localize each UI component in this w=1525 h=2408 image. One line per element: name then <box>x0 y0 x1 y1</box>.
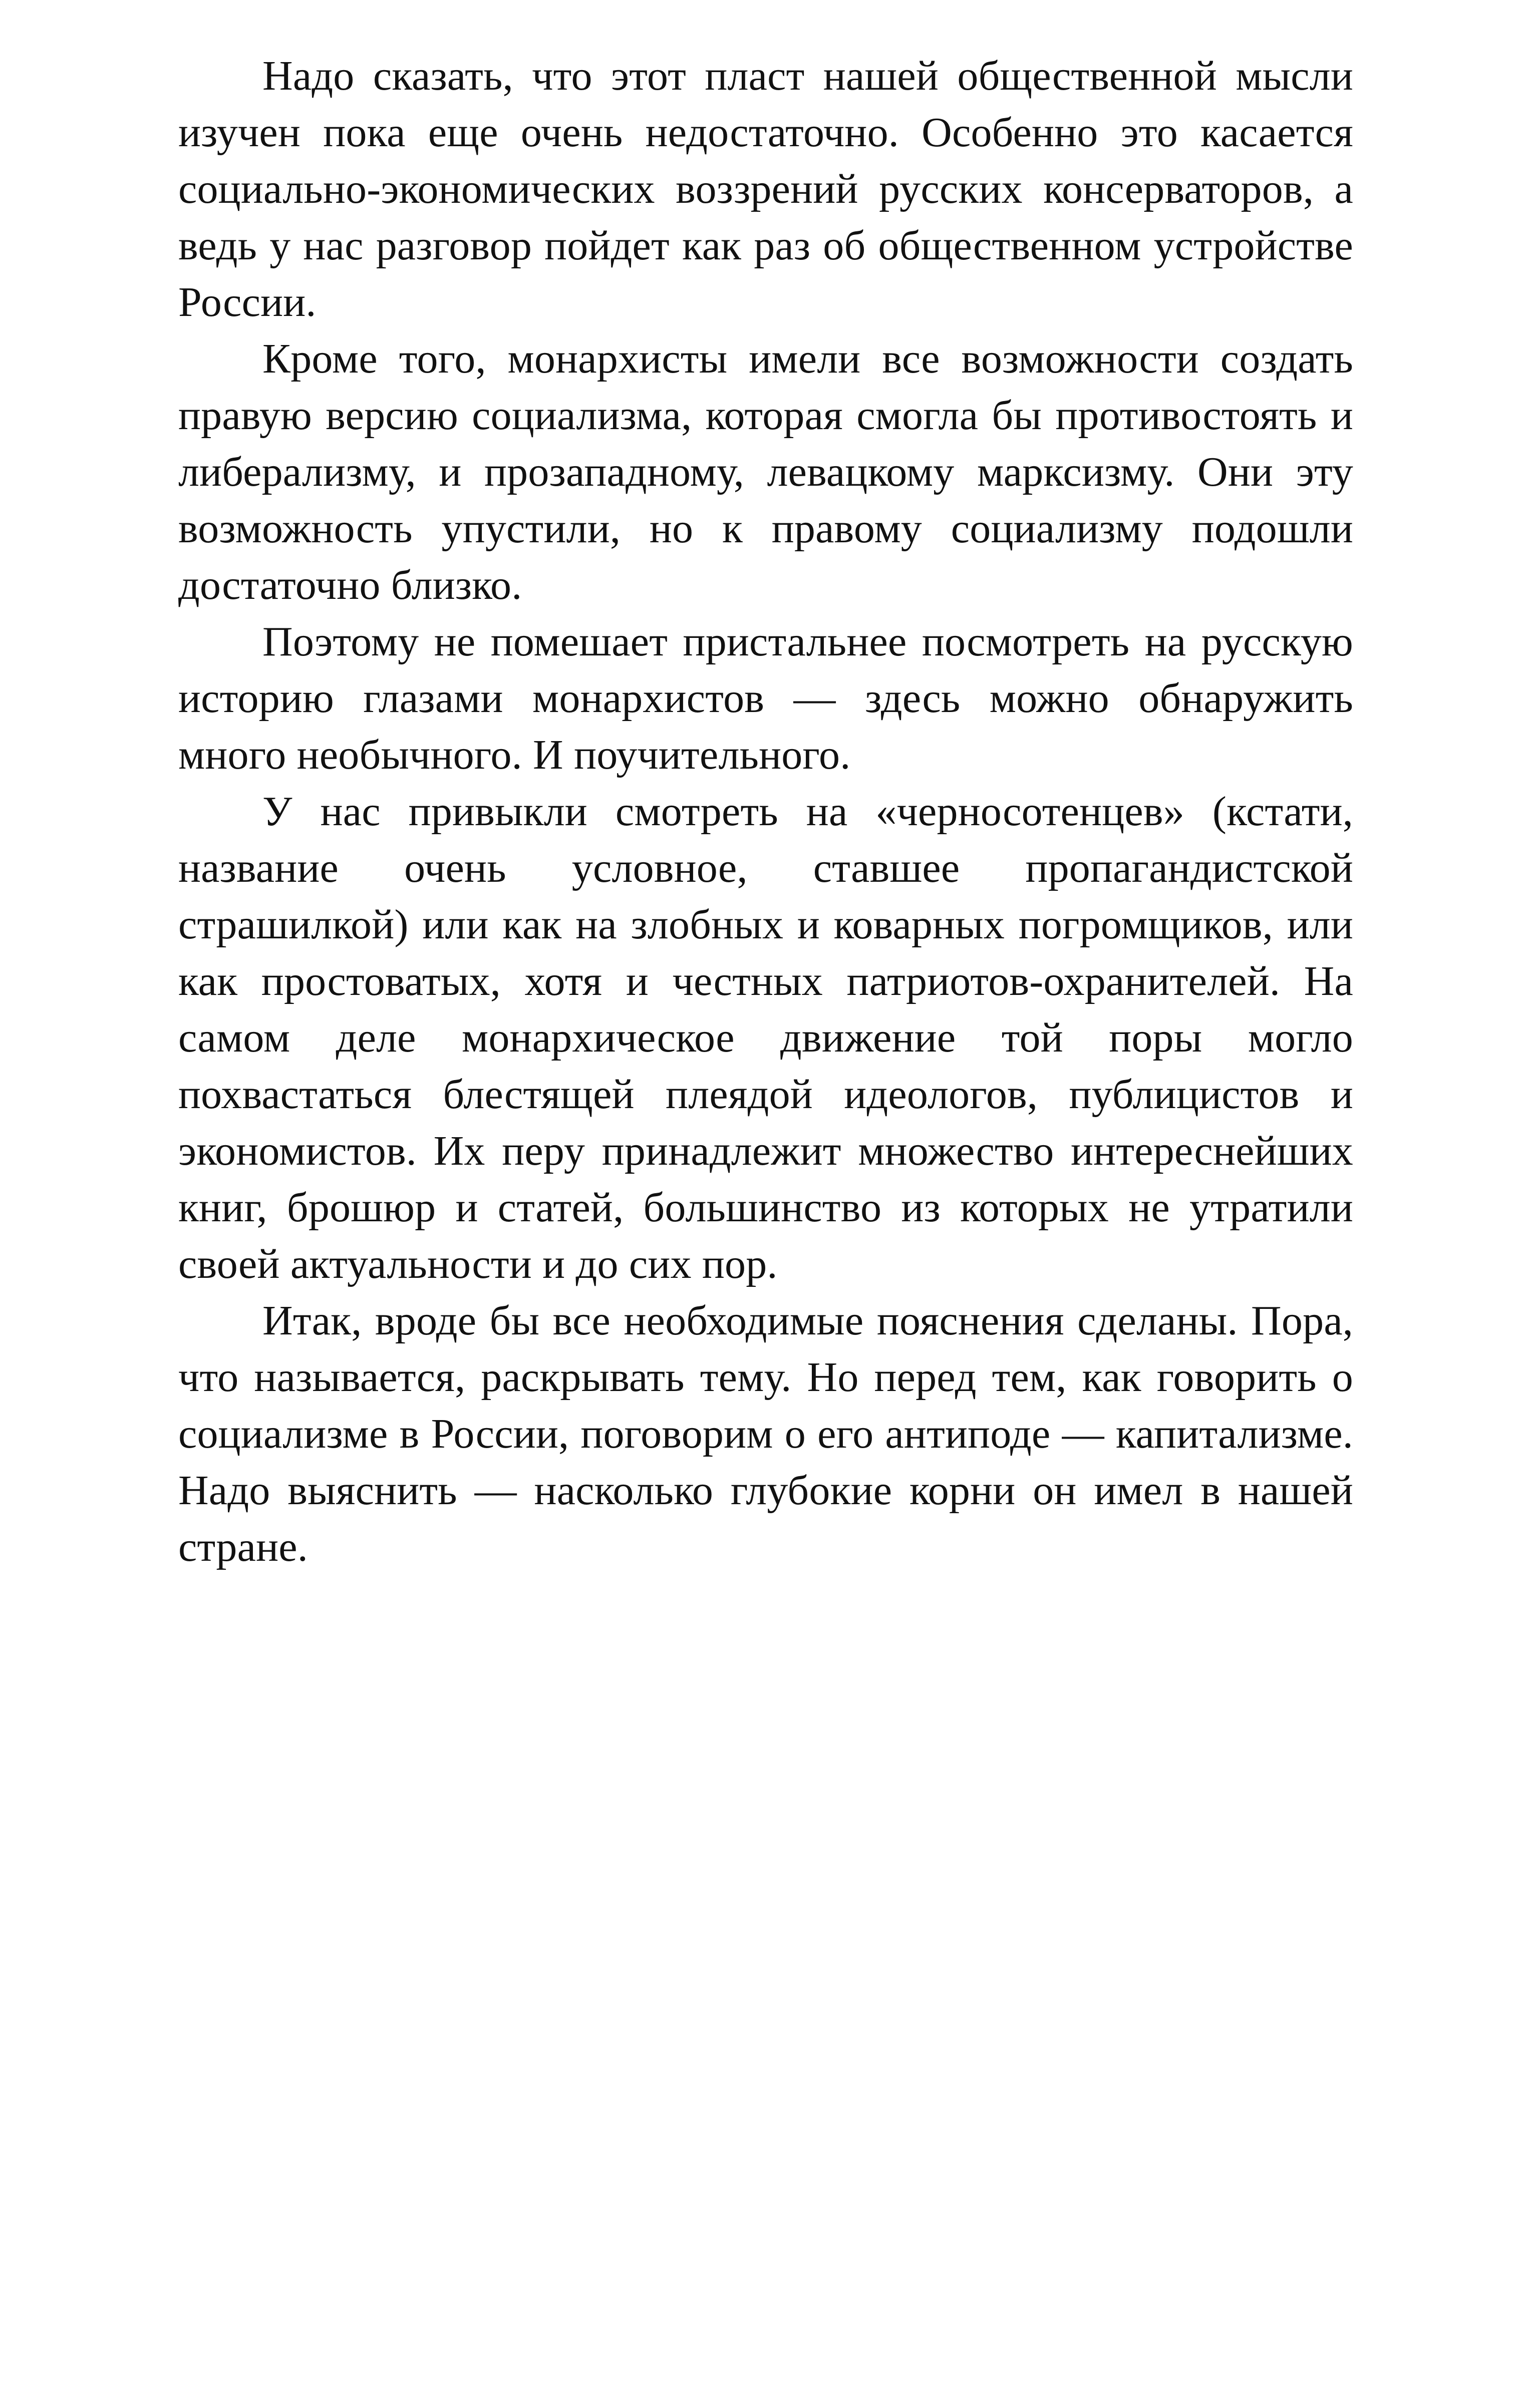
page-text <box>178 48 1353 1575</box>
paragraph-5: Итак, вроде бы все необходимые пояснения сделаны. Пора, что называется, раскрывать тему. Но перед тем, как говорить о социализме в России, поговорим о его антиподе — капитализме. Надо выяснить — насколько глубокие корни он имел в нашей стране. <box>178 1297 1353 1570</box>
paragraph-1: Надо сказать, что этот пласт нашей общественной мысли изучен пока еще очень недостаточно. Особенно это касается социально-экономических воззрений русских консерваторов, а ведь у нас разговор пойдет как раз об общественном устройстве России. <box>178 53 1353 325</box>
paragraph-2: Кроме того, монархисты имели все возможности создать правую версию социализма, которая смогла бы противостоять и либерализму, и прозападному, левацкому марксизму. Они эту возможность упустили, но к правому социализму подошли достаточно близко. <box>178 335 1353 608</box>
paragraph-3: Поэтому не помешает пристальнее посмотреть на русскую историю глазами монархистов — здесь можно обнаружить много необычного. И поучительного. <box>178 618 1353 778</box>
paragraph-4: У нас привыкли смотреть на «черносотенцев» (кстати, название очень условное, ставшее пропагандистской страшилкой) или как на злобных и коварных погромщиков, или как простоватых, хотя и честных патриотов-охранителей. На самом деле монархическое движение той поры могло похвастаться блестящей плеядой идеологов, публицистов и экономистов. Их перу принадлежит множество интереснейших книг, брошюр и статей, большинство из которых не утратили своей актуальности и до сих пор. <box>178 788 1353 1287</box>
